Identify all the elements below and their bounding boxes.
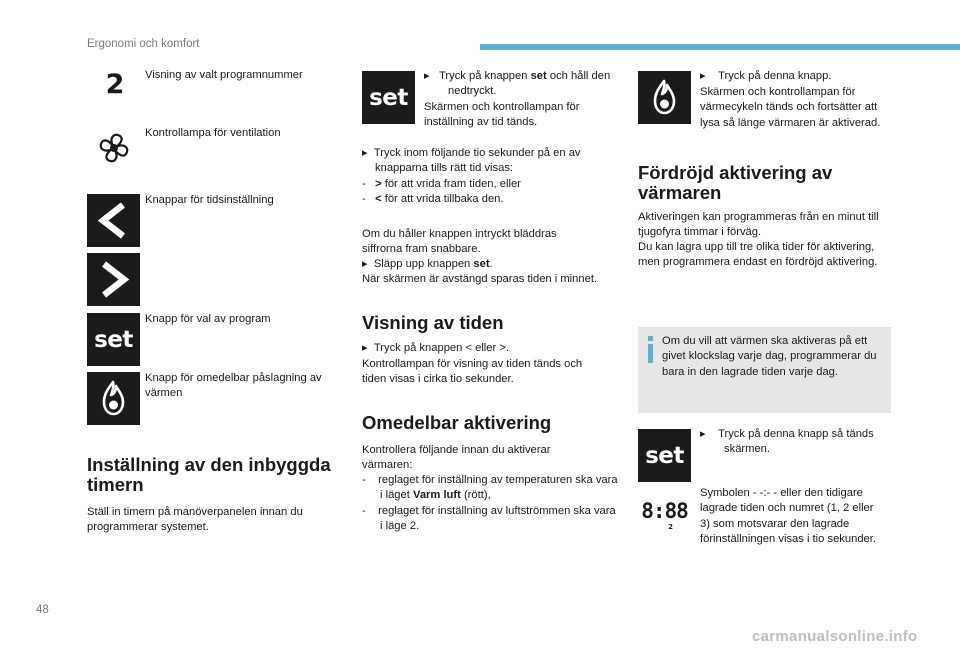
step-press-set-screen: ▸ Tryck på denna knapp så tänds skärmen.: [700, 428, 874, 456]
step-press-flame: ▸ Tryck på denna knapp.: [700, 70, 832, 82]
step-display-time: ▸ Tryck på knappen < eller >.: [362, 342, 509, 354]
set-button-icon: [362, 71, 415, 124]
step-adjust-back: - < för att vrida tillbaka den.: [362, 193, 504, 205]
legend-time-buttons: Knappar för tidsinställning: [145, 194, 274, 206]
page-number: 48: [36, 604, 49, 616]
legend-program-select: Knapp för val av program: [145, 313, 271, 325]
legend-program-number: Visning av valt programnummer: [145, 69, 303, 81]
heading-time-display: Visning av tiden: [362, 312, 504, 333]
display-888-icon: [638, 499, 691, 539]
step-adjust-forward: - > för att vrida fram tiden, eller: [362, 178, 521, 190]
info-icon: [647, 336, 654, 363]
set-glyph: set: [94, 326, 133, 353]
heading-immediate-activation: Omedelbar aktivering: [362, 412, 552, 433]
set-glyph: set: [645, 442, 684, 469]
timer-setting-intro: Ställ in timern på manöverpanelen innan du programmerar systemet.: [87, 506, 303, 534]
set-button-icon: [87, 313, 140, 366]
delayed-p1: Aktiveringen kan programmeras från en minut till tjugofyra timmar i förväg.: [638, 211, 879, 239]
immediate-intro: Kontrollera följande innan du aktiverar värmaren:: [362, 444, 551, 472]
step-hold-set: ▸ Tryck på knappen set och håll den nedtryckt.: [424, 70, 611, 98]
chevron-right-button-icon: [87, 253, 140, 306]
digit-2-icon: 2: [105, 69, 125, 100]
immediate-check-airflow: - reglaget för inställning av luftströmmen ska vara i läge 2.: [362, 505, 616, 533]
set-button-icon: [638, 429, 691, 482]
display-digits: 8:88: [641, 499, 688, 523]
display-time-result: Kontrollampan för visning av tiden tänds och tiden visas i cirka tio sekunder.: [362, 358, 583, 386]
flame-button-icon: [87, 372, 140, 425]
step-hold-set-result: Skärmen och kontrollampan för inställning av tid tänds.: [424, 101, 580, 129]
heading-timer-setting: Inställning av den inbyggda timern: [87, 454, 331, 495]
save-memory-note: När skärmen är avstängd sparas tiden i minnet.: [362, 273, 598, 285]
legend-ventilation-lamp: Kontrollampa för ventilation: [145, 127, 281, 139]
header-accent-bar: [480, 44, 960, 50]
immediate-check-temperature: - reglaget för inställning av temperaturen ska vara i läget Varm luft (rött),: [362, 474, 618, 502]
legend-immediate-heating: Knapp för omedelbar påslagning av värmen: [145, 372, 322, 400]
fan-icon: [94, 128, 134, 168]
chevron-left-button-icon: [87, 194, 140, 247]
heading-delayed-activation: Fördröjd aktivering av värmaren: [638, 162, 833, 203]
symbol-description: Symbolen - -:- - eller den tidigare lagrade tiden och numret (1, 2 eller 3) som motsvarar den lagrade förinställningen visas i tio sekunder.: [700, 487, 876, 545]
info-box: [638, 327, 891, 413]
info-text: Om du vill att värmen ska aktiveras på ett givet klockslag varje dag, programmerar du bara in den lagrade tiden varje dag.: [662, 335, 877, 378]
section-title: Ergonomi och komfort: [87, 38, 200, 50]
flame-button-icon: [638, 71, 691, 124]
flame-result: Skärmen och kontrollampan för värmecykeln tänds och fortsätter att lysa så länge värmaren är aktiverad.: [700, 86, 881, 129]
set-glyph: set: [369, 84, 408, 111]
delayed-p2: Du kan lagra upp till tre olika tider för aktivering, men programmera endast en fördröjd aktivering.: [638, 241, 878, 269]
hold-fast-scroll: Om du håller knappen intryckt bläddras siffrorna fram snabbare.: [362, 228, 557, 256]
step-release-set: ▸ Släpp upp knappen set.: [362, 258, 493, 270]
watermark-link[interactable]: carmanualsonline.info: [752, 628, 918, 645]
display-preset-number: 2: [668, 523, 673, 531]
step-adjust-time: ▸ Tryck inom följande tio sekunder på en av knapparna tills rätt tid visas:: [362, 147, 581, 175]
